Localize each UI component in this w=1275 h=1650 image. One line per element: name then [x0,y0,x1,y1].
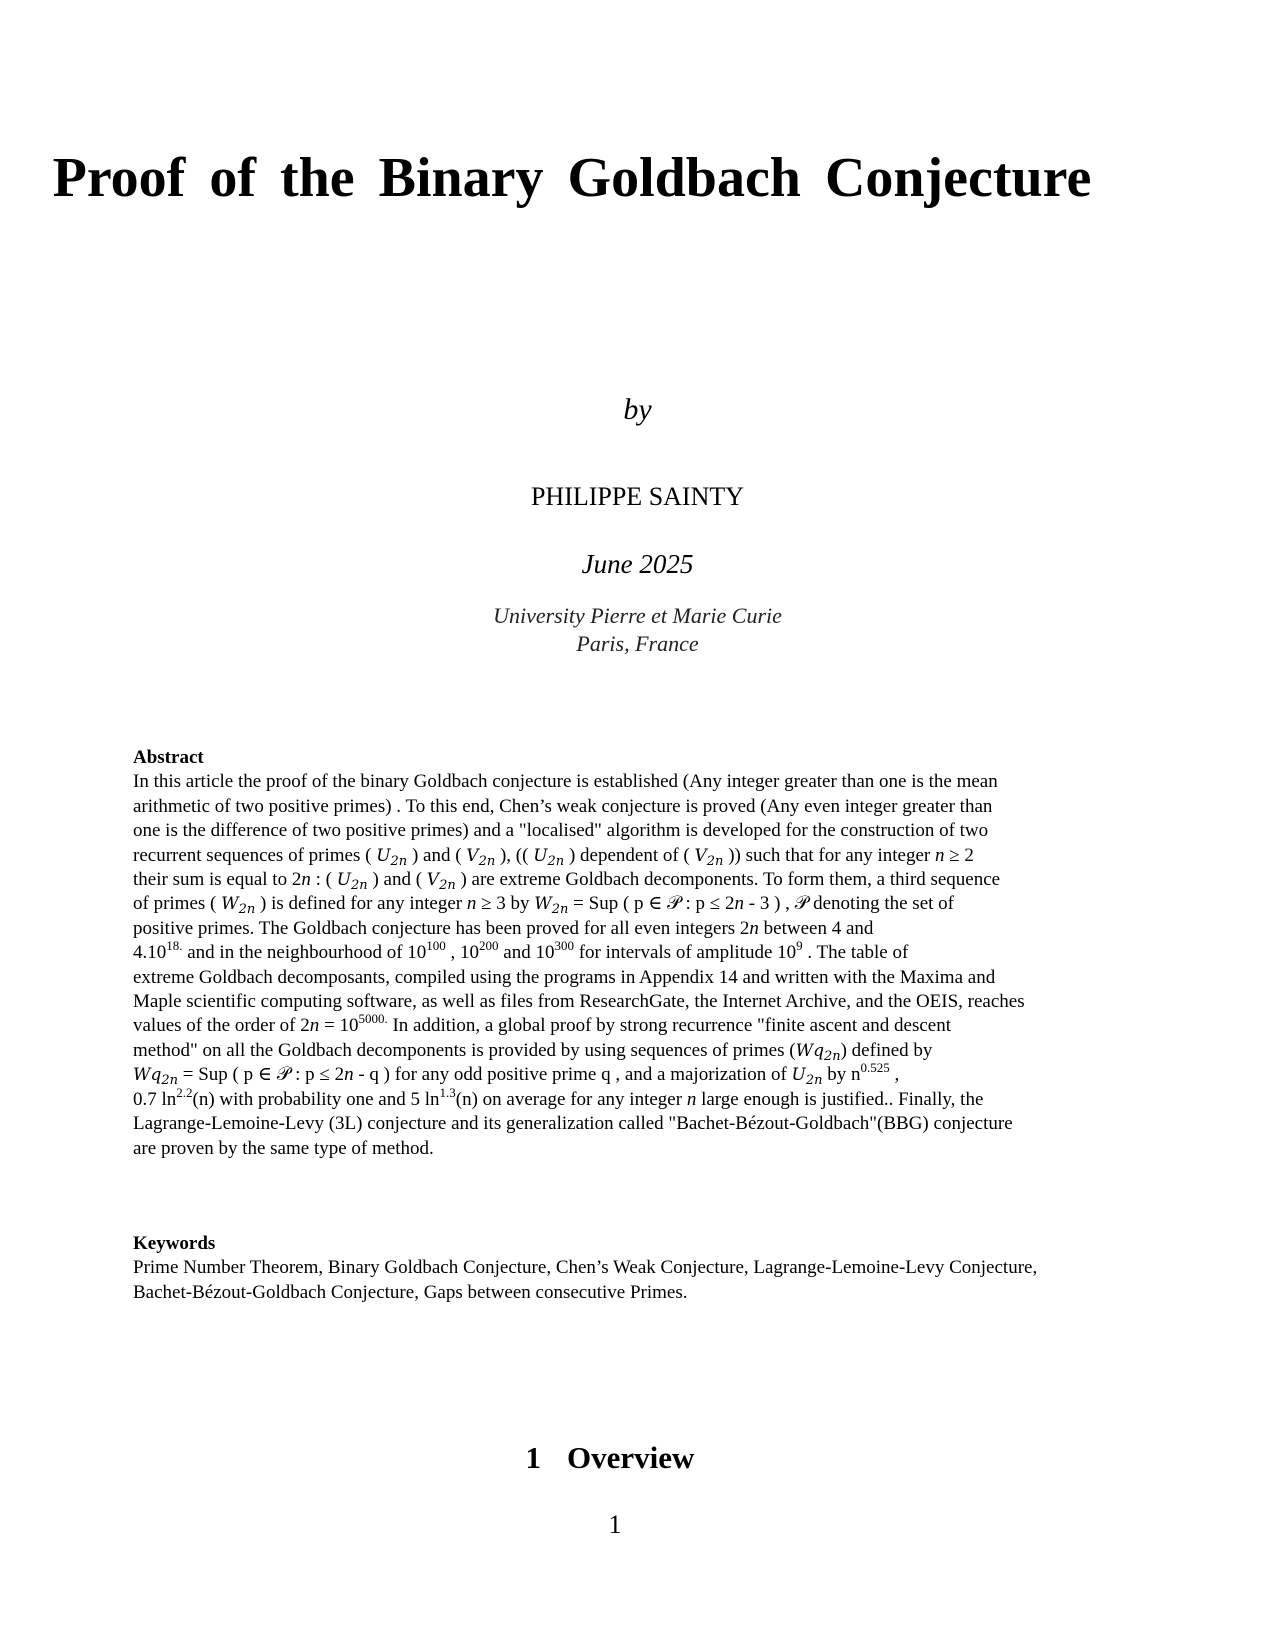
abstract-line: $4.10^{18.}$ and in the neighbourhood of $10^{100}$ , $10^{200}$ and $10^{300}$ for intervals of amplitude $10^9$ . The table of [133,938,909,964]
abstract-line: recurrent sequences of primes ( $U_{2n}$ ) and ( $V_{2n}$ ), (( $U_{2n}$ ) dependent of ( $V_{2n}$ )) such that for any integer n ≥ 2 [133,844,974,869]
publication-date: June 2025 [581,549,694,579]
abstract-section [133,746,1143,1161]
abstract-line: arithmetic of two positive primes) . To this end, Chen’s weak conjecture is proved (Any even integer greater than [133,795,993,817]
affiliation-line: Paris, France [576,631,699,656]
keywords-line: Prime Number Theorem, Binary Goldbach Conjecture, Chen’s Weak Conjecture, Lagrange-Lemoine-Levy Conjecture, [133,1257,1038,1279]
abstract-heading: Abstract [133,747,204,768]
abstract-line: one is the difference of two positive primes) and a "localised" algorithm is developed for the construction of two [133,820,989,842]
abstract-line: $Wq_{2n}$ = Sup ( p ∈ 𝒫 : p ≤ 2n - q ) for any odd positive prime q , and a majorization of $U_{2n}$ by $n^{0.525}$ , [133,1060,900,1089]
byline-by: by [623,393,652,426]
keywords-section [133,1232,1143,1305]
abstract-line: extreme Goldbach decomposants, compiled using the programs in Appendix 14 and written with the Maxima and [133,966,996,988]
keywords-body [133,1256,1143,1305]
keywords-heading: Keywords [133,1233,216,1254]
paper-title: Proof of the Binary Goldbach Conjecture [52,147,1092,209]
abstract-line: are proven by the same type of method. [133,1137,434,1159]
abstract-line: values of the order of $2n = 10^{5000.}$ In addition, a global proof by strong recurrence "finite ascent and descent [133,1011,952,1037]
affiliation [0,602,1275,658]
keywords-line: Bachet-Bézout-Goldbach Conjecture, Gaps between consecutive Primes. [133,1281,688,1303]
abstract-line: In this article the proof of the binary Goldbach conjecture is established (Any integer greater than one is the mean [133,771,998,793]
affiliation-line: University Pierre et Marie Curie [493,603,782,628]
section-number: 1 [525,1440,542,1475]
page-number: 1 [608,1510,622,1539]
abstract-body [133,770,1143,1161]
abstract-line: 0.7 $\ln^{2.2}(n)$ with probability one and 5 $\ln^{1.3}(n)$ on average for any integer n large enough is justified.. Finally, the [133,1084,984,1110]
abstract-line: Maple scientific computing software, as well as files from ResearchGate, the Internet Archive, and the OEIS, reaches [133,991,1025,1013]
author-name: PHILIPPE SAINTY [530,482,745,511]
abstract-line: Lagrange-Lemoine-Levy (3L) conjecture and its generalization called "Bachet-Bézout-Goldbach"(BBG) conjecture [133,1113,1013,1135]
abstract-line: of primes ( $W_{2n}$ ) is defined for any integer n ≥ 3 by $W_{2n}$ = Sup ( p ∈ 𝒫 : p ≤ 2n - 3 ) , 𝒫 denoting the set of [133,893,954,918]
section-heading [0,1440,1220,1476]
abstract-line: their sum is equal to 2n : ( $U_{2n}$ ) and ( $V_{2n}$ ) are extreme Goldbach decomponents. To form them, a third sequence [133,869,1001,894]
section-title: Overview [567,1440,695,1475]
abstract-line: method" on all the Goldbach decomponents is provided by using sequences of primes $(Wq_{2n})$ defined by [133,1039,933,1064]
abstract-line: positive primes. The Goldbach conjecture has been proved for all even integers 2n between 4 and [133,917,874,939]
